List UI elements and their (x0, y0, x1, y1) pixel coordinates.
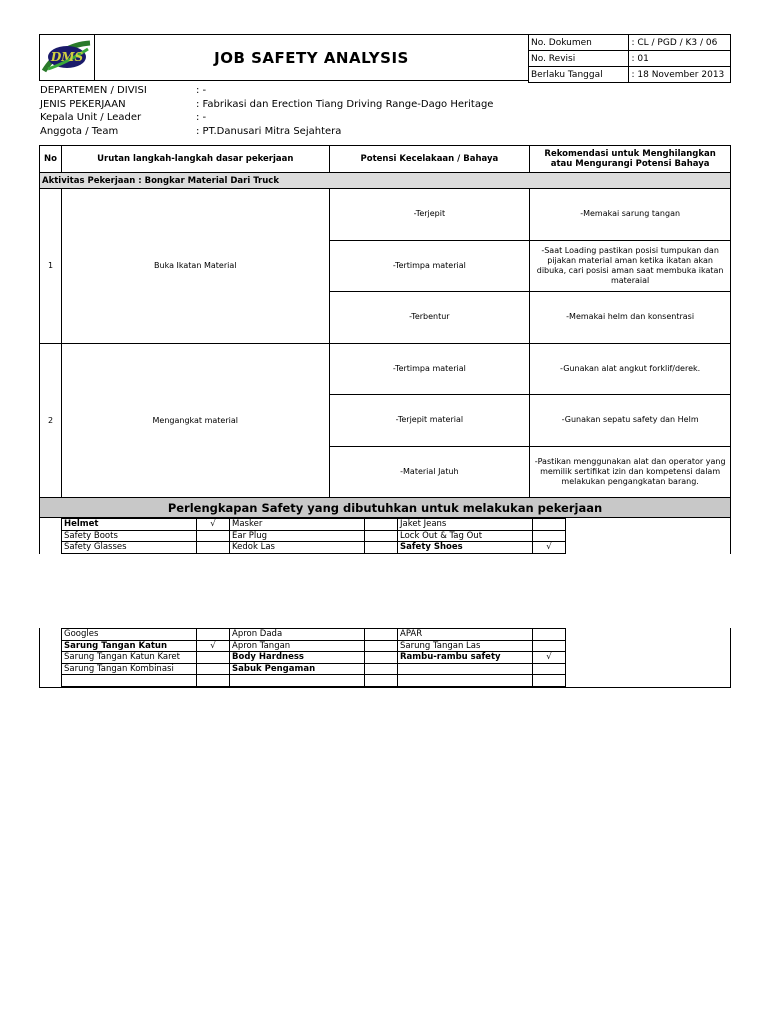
info-label: DEPARTEMEN / DIVISI (40, 85, 147, 96)
info-value: : - (196, 112, 207, 123)
ppe-item (62, 675, 197, 687)
info-label: JENIS PEKERJAAN (40, 98, 126, 110)
ppe-item: Safety Boots (62, 530, 197, 542)
col-header-recommendation: Rekomendasi untuk Menghilangkan atau Mengurangi Potensi Bahaya (530, 146, 731, 173)
hazard-cell: -Tertimpa material (329, 343, 530, 395)
doc-field-label: No. Dokumen (529, 35, 629, 51)
info-label: Anggota / Team (40, 125, 119, 137)
ppe-right-border (730, 628, 731, 688)
ppe-item: Jaket Jeans (398, 519, 533, 531)
ppe-item: Body Hardness (230, 652, 365, 664)
info-row (40, 125, 640, 139)
doc-field-value: : 01 (629, 51, 731, 67)
check-mark: √ (197, 640, 230, 652)
ppe-item: Rambu-rambu safety (398, 652, 533, 664)
check-mark (533, 519, 566, 531)
ppe-grid-bottom (61, 628, 566, 687)
check-mark: √ (533, 652, 566, 664)
job-info (40, 84, 640, 138)
recommendation-cell: -Memakai sarung tangan (530, 189, 731, 241)
logo-cell (39, 34, 95, 81)
ppe-item: APAR (398, 629, 533, 641)
ppe-item (398, 663, 533, 675)
hazard-cell: -Material Jatuh (329, 446, 530, 498)
table-row (40, 343, 731, 395)
doc-field-label: Berlaku Tanggal (529, 67, 629, 83)
ppe-item: Sarung Tangan Katun (62, 640, 197, 652)
activity-label: Aktivitas Pekerjaan : Bongkar Material Dari Truck (40, 173, 731, 189)
check-mark: √ (197, 519, 230, 531)
info-row (40, 111, 640, 125)
check-mark (533, 530, 566, 542)
recommendation-cell: -Pastikan menggunakan alat dan operator yang memilik sertifikat izin dan kompetensi dalam melakukan pengangkatan barang. (530, 446, 731, 498)
ppe-row (62, 530, 566, 542)
hazard-cell: -Terjepit (329, 189, 530, 241)
col-header-no: No (40, 146, 62, 173)
activity-row (40, 173, 731, 189)
check-mark (365, 629, 398, 641)
recommendation-cell: -Gunakan sepatu safety dan Helm (530, 395, 731, 447)
ppe-item: Masker (230, 519, 365, 531)
check-mark (197, 530, 230, 542)
recommendation-cell: -Memakai helm dan konsentrasi (530, 292, 731, 344)
ppe-item: Apron Dada (230, 629, 365, 641)
check-mark (365, 652, 398, 664)
ppe-right-border (730, 515, 731, 554)
ppe-item: Lock Out & Tag Out (398, 530, 533, 542)
doc-field-row (529, 51, 731, 67)
check-mark (533, 640, 566, 652)
check-mark (365, 663, 398, 675)
check-mark (533, 675, 566, 687)
info-row (40, 98, 640, 112)
table-header-row (40, 146, 731, 173)
ppe-item (230, 675, 365, 687)
row-number: 1 (40, 189, 62, 344)
check-mark (197, 542, 230, 554)
ppe-item: Apron Tangan (230, 640, 365, 652)
check-mark (197, 652, 230, 664)
company-logo (40, 35, 94, 80)
ppe-title-row (40, 498, 731, 518)
ppe-row (62, 652, 566, 664)
check-mark (365, 519, 398, 531)
logo-text: DMS (50, 50, 84, 64)
check-mark (365, 542, 398, 554)
ppe-item: Kedok Las (230, 542, 365, 554)
jsa-table (39, 145, 731, 518)
ppe-item: Helmet (62, 519, 197, 531)
check-mark (197, 629, 230, 641)
ppe-row (62, 640, 566, 652)
check-mark (197, 675, 230, 687)
recommendation-cell: -Gunakan alat angkut forklif/derek. (530, 343, 731, 395)
ppe-row (62, 629, 566, 641)
check-mark: √ (533, 542, 566, 554)
hazard-cell: -Terbentur (329, 292, 530, 344)
info-value: : - (196, 85, 207, 96)
document-title: JOB SAFETY ANALYSIS (94, 34, 529, 81)
info-value: : Fabrikasi dan Erection Tiang Driving Range-Dago Heritage (196, 98, 494, 110)
check-mark (365, 640, 398, 652)
ppe-item: Sarung Tangan Kombinasi (62, 663, 197, 675)
doc-field-row (529, 67, 731, 83)
hazard-cell: -Terjepit material (329, 395, 530, 447)
ppe-item: Sarung Tangan Las (398, 640, 533, 652)
ppe-row (62, 663, 566, 675)
row-number: 2 (40, 343, 62, 498)
recommendation-cell: -Saat Loading pastikan posisi tumpukan dan pijakan material aman ketika ikatan akan dibuka, cari posisi aman saat membuka ikatan materaial (530, 240, 731, 292)
info-value: : PT.Danusari Mitra Sejahtera (196, 125, 342, 137)
ppe-item: Safety Shoes (398, 542, 533, 554)
ppe-title: Perlengkapan Safety yang dibutuhkan untuk melakukan pekerjaan (40, 498, 731, 518)
table-row (40, 189, 731, 241)
hazard-cell: -Tertimpa material (329, 240, 530, 292)
ppe-item: Ear Plug (230, 530, 365, 542)
col-header-steps: Urutan langkah-langkah dasar pekerjaan (61, 146, 329, 173)
ppe-item: Sabuk Pengaman (230, 663, 365, 675)
info-row (40, 84, 640, 98)
doc-field-value: : CL / PGD / K3 / 06 (629, 35, 731, 51)
ppe-item: Safety Glasses (62, 542, 197, 554)
ppe-item: Googles (62, 629, 197, 641)
ppe-row (62, 519, 566, 531)
ppe-item: Sarung Tangan Katun Karet (62, 652, 197, 664)
row-step: Mengangkat material (61, 343, 329, 498)
ppe-item (398, 675, 533, 687)
doc-field-label: No. Revisi (529, 51, 629, 67)
check-mark (365, 530, 398, 542)
info-label: Kepala Unit / Leader (40, 112, 142, 123)
check-mark (197, 663, 230, 675)
doc-field-row (529, 35, 731, 51)
check-mark (533, 663, 566, 675)
check-mark (533, 629, 566, 641)
doc-field-value: : 18 November 2013 (629, 67, 731, 83)
col-header-hazard: Potensi Kecelakaan / Bahaya (329, 146, 530, 173)
ppe-row (62, 542, 566, 554)
document-info-table (528, 34, 731, 83)
check-mark (365, 675, 398, 687)
ppe-row (62, 675, 566, 687)
row-step: Buka Ikatan Material (61, 189, 329, 344)
ppe-left-border (39, 628, 40, 688)
ppe-left-border (39, 515, 40, 554)
ppe-bottom-border (39, 687, 731, 688)
ppe-grid-top (61, 518, 566, 554)
